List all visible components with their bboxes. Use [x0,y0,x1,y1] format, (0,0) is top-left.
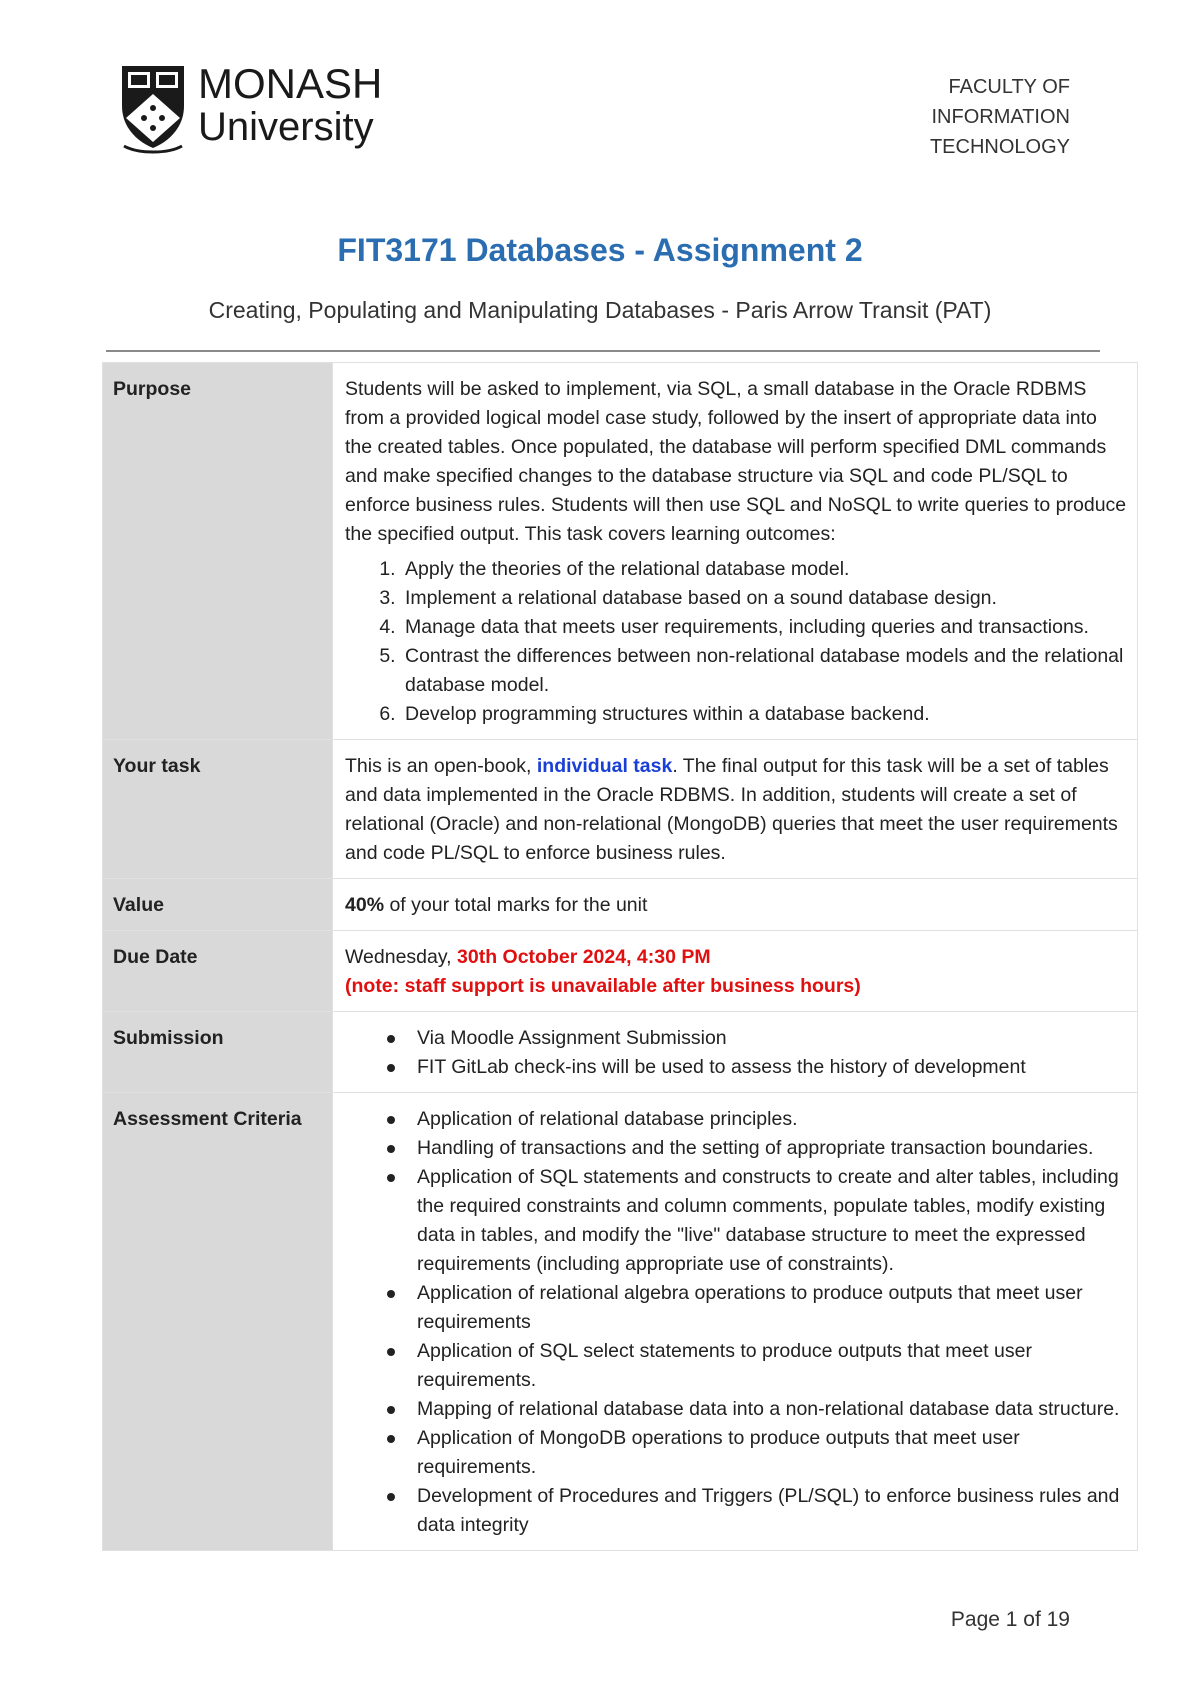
faculty-line: FACULTY OF [948,76,1070,98]
row-label: Due Date [103,931,333,1012]
table-row-task [103,740,1138,879]
row-label: Submission [103,1012,333,1093]
logo-monash-text: MONASH [198,60,383,107]
faculty-line: INFORMATION [931,106,1070,128]
list-item: Application of MongoDB operations to produce outputs that meet user requirements. [417,1424,1127,1482]
list-item: Application of relational database principles. [417,1105,1127,1134]
table-row-due-date [103,931,1138,1012]
due-note: (note: staff support is unavailable after business hours) [345,975,861,997]
page-number: Page 1 of 19 [950,1608,1070,1631]
task-text [345,752,1127,868]
monash-logo [118,58,418,154]
due-date: 30th October 2024, 4:30 PM [457,946,711,968]
list-item: 4. Manage data that meets user requirements, including queries and transactions. [401,613,1127,642]
row-value [333,740,1138,879]
list-item: Application of SQL statements and constructs to create and alter tables, including the required constraints and column comments, populate tables, modify existing data in tables, and modify the "live" database structure to meet the expressed requirements (including appropriate use of constraints). [417,1163,1127,1279]
list-item: Mapping of relational database data into a non-relational database data structure. [417,1395,1127,1424]
row-value [333,1093,1138,1551]
task-text-start: This is an open-book, [345,755,537,777]
row-value [333,931,1138,1012]
individual-task-highlight: individual task [536,755,673,777]
title-divider [106,350,1100,352]
task-text-end: . The final output for this task will be a set of tables and data implemented in the Oracle RDBMS. In addition, students will create a set of relational (Oracle) and non-relational (MongoDB) queries that meet the user requirements and code PL/SQL to enforce business rules. [345,755,1118,864]
list-item: FIT GitLab check-ins will be used to assess the history of development [417,1053,1127,1082]
due-day: Wednesday, [345,946,458,968]
logo-university-text: University [198,105,374,149]
row-label: Assessment Criteria [103,1093,333,1551]
learning-outcomes-list [345,555,1127,729]
list-item: Via Moodle Assignment Submission [417,1024,1127,1053]
list-item: Application of relational algebra operations to produce outputs that meet user requirements [417,1279,1127,1337]
faculty-line: TECHNOLOGY [929,136,1070,158]
row-value [333,1012,1138,1093]
criteria-list [345,1105,1127,1540]
list-item: 1. Apply the theories of the relational database model. [401,555,1127,584]
assignment-info-table [102,362,1138,1551]
list-item: 3. Implement a relational database based on a sound database design. [401,584,1127,613]
value-text: of your total marks for the unit [384,894,648,916]
table-row-submission [103,1012,1138,1093]
row-label: Your task [103,740,333,879]
monash-crest-icon [118,58,418,154]
row-label: Value [103,879,333,931]
list-item: 5. Contrast the differences between non-relational database models and the relational database model. [401,642,1127,700]
table-row-purpose [103,363,1138,740]
purpose-text: Students will be asked to implement, via SQL, a small database in the Oracle RDBMS from a provided logical model case study, followed by the insert of appropriate data into the created tables. Once populated, the database will perform specified DML commands and make specified changes to the database structure via SQL and code PL/SQL to enforce business rules. Students will then use SQL and NoSQL to write queries to produce the specified output. This task covers learning outcomes: [345,378,1127,545]
list-item: 6. Develop programming structures within a database backend. [401,700,1127,729]
list-item: Application of SQL select statements to produce outputs that meet user requirements. [417,1337,1127,1395]
list-item: Development of Procedures and Triggers (PL/SQL) to enforce business rules and data integrity [417,1482,1127,1540]
submission-list [345,1024,1127,1082]
document-subtitle: Creating, Populating and Manipulating Databases - Paris Arrow Transit (PAT) [208,297,992,323]
value-percent: 40% [345,894,385,916]
list-item: Handling of transactions and the setting of appropriate transaction boundaries. [417,1134,1127,1163]
table-row-value [103,879,1138,931]
faculty-name [930,72,1070,162]
document-title: FIT3171 Databases - Assignment 2 [337,232,863,268]
row-value [333,363,1138,740]
row-value [333,879,1138,931]
table-row-criteria [103,1093,1138,1551]
row-label: Purpose [103,363,333,740]
